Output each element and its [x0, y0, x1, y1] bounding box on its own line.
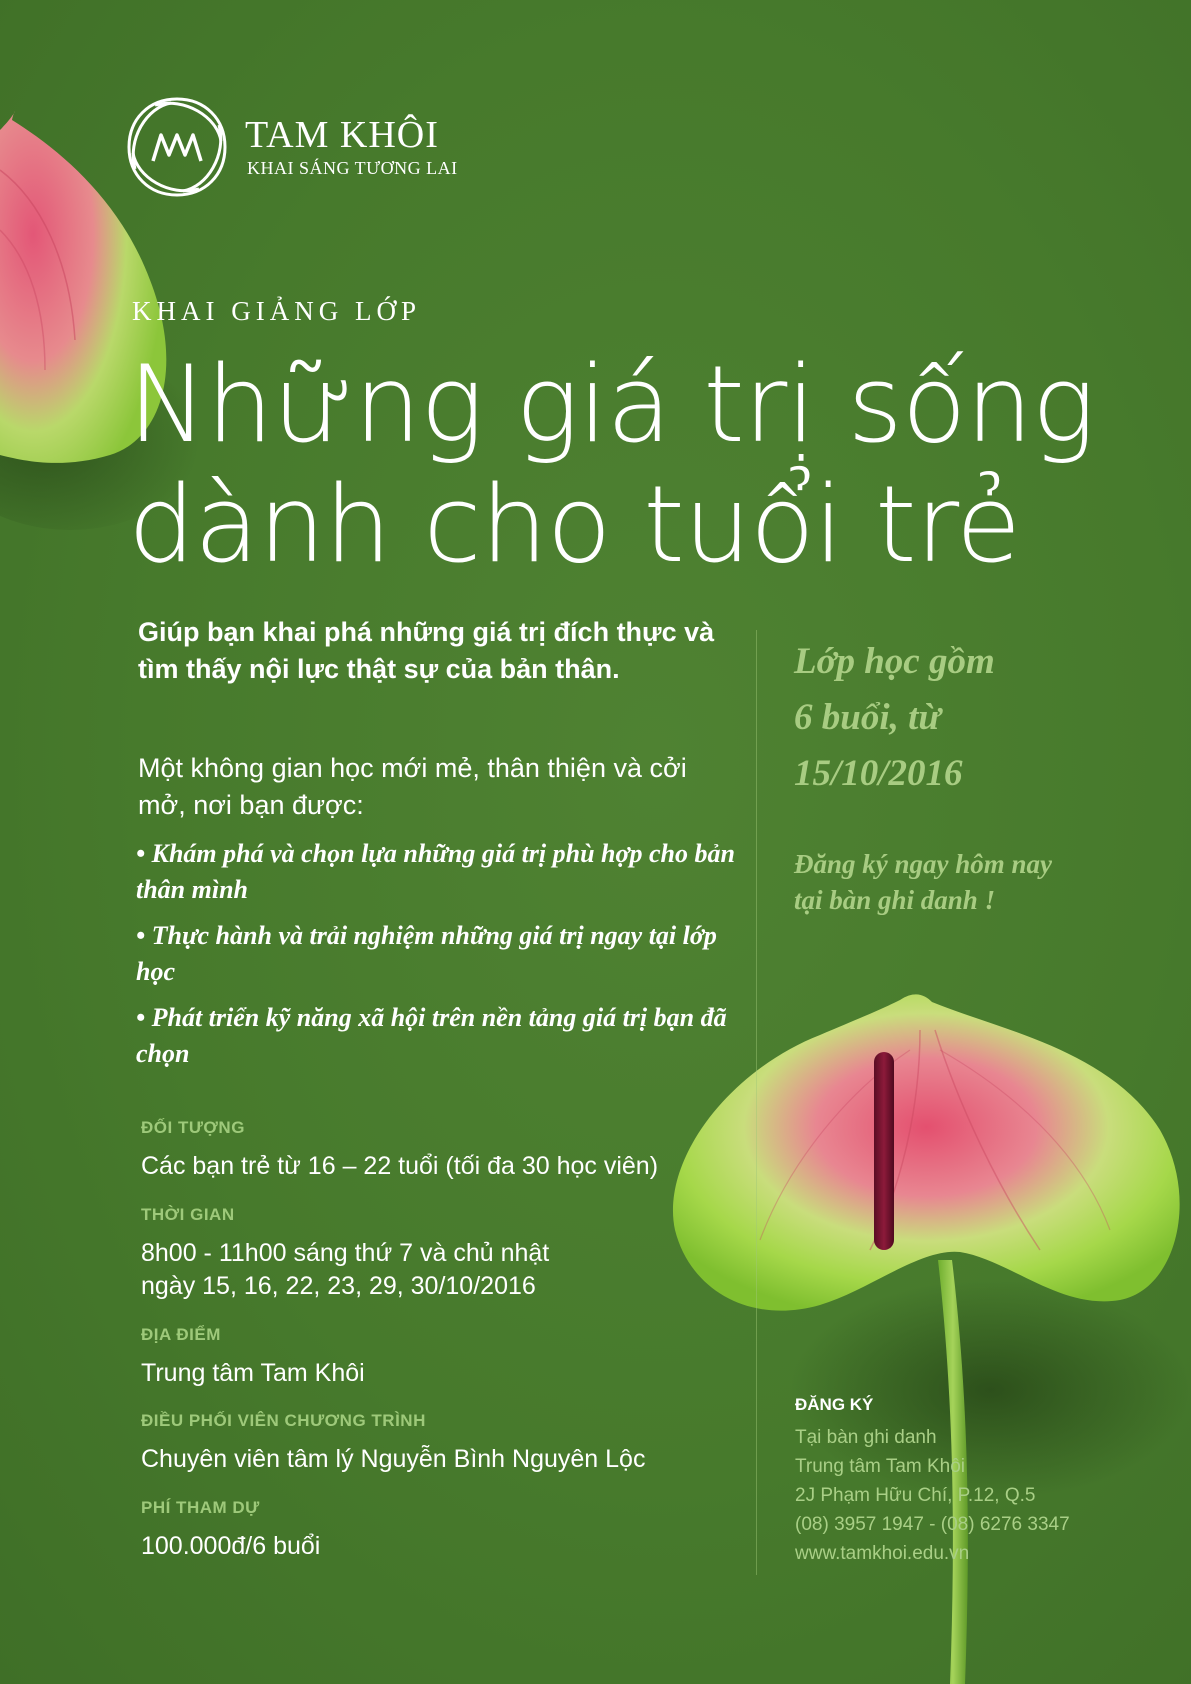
- class-info-callout: [794, 634, 1154, 918]
- poster-title-line-2: dành cho tuổi trẻ: [128, 463, 1021, 586]
- detail-label: ĐỊA ĐIỂM: [141, 1325, 221, 1344]
- brand-name: TAM KHÔI: [245, 114, 439, 156]
- detail-audience: [141, 1118, 658, 1183]
- callout-line: Đăng ký ngay hôm nay: [794, 849, 1053, 879]
- callout-line: 6 buổi, từ: [794, 697, 941, 738]
- detail-time: [141, 1205, 549, 1303]
- detail-value: 8h00 - 11h00 sáng thứ 7 và chủ nhật: [141, 1239, 550, 1267]
- column-divider: [756, 630, 757, 1575]
- class-schedule-callout: [794, 634, 1154, 802]
- brand-logo: [125, 95, 465, 205]
- kicker-heading: KHAI GIẢNG LỚP: [132, 296, 421, 326]
- registration-website: www.tamkhoi.edu.vn: [795, 1543, 970, 1564]
- benefit-item: • Phát triển kỹ năng xã hội trên nền tảng giá trị bạn đã chọn: [136, 1003, 727, 1068]
- detail-fee: [141, 1498, 320, 1563]
- registration-location: Tại bàn ghi danh: [795, 1427, 937, 1448]
- callout-line: Lớp học gồm: [794, 641, 995, 682]
- register-callout: [794, 846, 1154, 918]
- benefit-item: • Thực hành và trải nghiệm những giá trị ngay tại lớp học: [136, 921, 717, 986]
- detail-value: 100.000đ/6 buổi: [141, 1532, 321, 1560]
- benefit-item: • Khám phá và chọn lựa những giá trị phù hợp cho bản thân mình: [136, 839, 735, 904]
- detail-label: ĐIỀU PHỐI VIÊN CHƯƠNG TRÌNH: [141, 1411, 426, 1430]
- poster-title: [128, 343, 1095, 586]
- detail-value: Trung tâm Tam Khôi: [141, 1359, 365, 1387]
- poster-title-line-1: Những giá trị sống: [128, 343, 1095, 466]
- anthurium-flower-bottom-right: [670, 990, 1191, 1684]
- intro-paragraph: Giúp bạn khai phá những giá trị đích thực và tìm thấy nội lực thật sự của bản thân.: [138, 617, 715, 684]
- detail-value: Chuyên viên tâm lý Nguyễn Bình Nguyên Lộc: [141, 1445, 646, 1473]
- brand-tagline: KHAI SÁNG TƯƠNG LAI: [247, 158, 458, 178]
- tam-khoi-logo-icon: [125, 95, 229, 199]
- detail-value: Các bạn trẻ từ 16 – 22 tuổi (tối đa 30 học viên): [141, 1152, 659, 1180]
- detail-value: ngày 15, 16, 22, 23, 29, 30/10/2016: [141, 1272, 536, 1300]
- benefit-list: [136, 836, 736, 1082]
- registration-contact: [795, 1395, 1115, 1568]
- registration-address: 2J Phạm Hữu Chí, P.12, Q.5: [795, 1485, 1036, 1506]
- registration-center: Trung tâm Tam Khôi: [795, 1456, 966, 1477]
- lead-paragraph: Một không gian học mới mẻ, thân thiện và cởi mở, nơi bạn được:: [138, 753, 687, 820]
- callout-line: tại bàn ghi danh !: [794, 885, 996, 915]
- detail-coordinator: [141, 1411, 645, 1476]
- callout-line: 15/10/2016: [794, 753, 963, 794]
- registration-phone: (08) 3957 1947 - (08) 6276 3347: [795, 1514, 1070, 1535]
- detail-label: THỜI GIAN: [141, 1205, 235, 1224]
- detail-place: [141, 1325, 365, 1390]
- registration-title: ĐĂNG KÝ: [795, 1395, 874, 1414]
- detail-label: PHÍ THAM DỰ: [141, 1498, 260, 1517]
- detail-label: ĐỐI TƯỢNG: [141, 1118, 245, 1137]
